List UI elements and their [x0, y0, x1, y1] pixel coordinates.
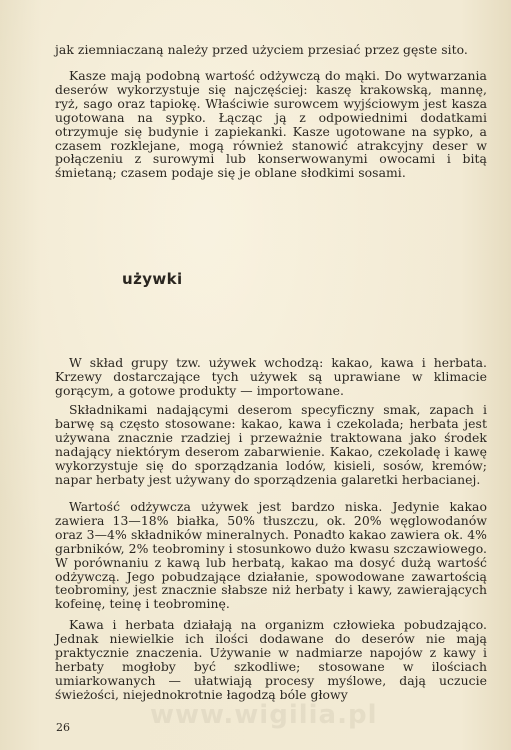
paragraph-text: Kawa i herbata działają na organizm człowieka pobudzająco. Jednak niewielkie ich ilości dodawane do deserów nie mają praktycznie znaczenia. Używanie w nadmiarze napojów z kawy i herbaty mogłoby być szkodliwe; stosowane w ilościach umiarkowanych — ułatwiają procesy myślowe, dają uczucie świeżości, niejednokrotnie łagodzą bóle głowy — [55, 617, 487, 702]
paragraph-kasze — [55, 69, 487, 180]
paragraph-wartosc-odzywcza — [55, 500, 487, 611]
paragraph-text: Wartość odżywcza używek jest bardzo niska. Jedynie kakao zawiera 13—18% białka, 50% tłuszczu, ok. 20% węglowodanów oraz 3—4% składników mineralnych. Ponadto kakao zawiera ok. 4% garbników, 2% teobrominy i stosunkowo dużo kwasu szczawiowego. W porównaniu z kawą lub herbatą, kakao ma dosyć dużą wartość odżywczą. Jego pobudzające działanie, spowodowane zawartością teobrominy, jest znacznie słabsze niż herbaty i kawy, zawierających kofeinę, teinę i teobrominę. — [55, 499, 487, 612]
paragraph-kawa-herbata — [55, 618, 487, 701]
paragraph-skladniki — [55, 403, 487, 486]
page-number: 26 — [56, 721, 70, 734]
section-heading: używki — [122, 270, 183, 288]
paragraph-uzywki-intro — [55, 356, 487, 398]
paragraph-text: Składnikami nadającymi deserom specyficzny smak, zapach i barwę są często stosowane: kakao, kawa i czekolada; herbata jest używana znacznie rzadziej i przeważnie traktowana jako środek nadający niektórym deserom zabarwienie. Kakao, czekoladę i kawę wykorzystuje się do sporządzania lodów, kisieli, sosów, kremów; napar herbaty jest używany do sporządzenia galaretki herbacianej. — [55, 402, 487, 487]
paragraph-text: Kasze mają podobną wartość odżywczą do mąki. Do wytwarzania deserów wykorzystuje się najczęściej: kaszę krakowską, mannę, ryż, sago oraz tapiokę. Właściwie surowcem wyjściowym jest kasza ugotowana na sypko. Łącząc ją z odpowiednimi dodatkami otrzymuje się budynie i zapiekanki. Kasze ugotowane na sypko, a czasem rozklejane, mogą również stanowić atrakcyjny deser w połączeniu z surowymi lub konserwowanymi owocami i bitą śmietaną; czasem podaje się je oblane słodkimi sosami. — [55, 68, 487, 181]
paragraph-continuation — [55, 43, 487, 57]
watermark: www.wigilia.pl — [150, 700, 378, 730]
paragraph-text: jak ziemniaczaną należy przed użyciem przesiać przez gęste sito. — [55, 42, 468, 57]
paragraph-text: W skład grupy tzw. używek wchodzą: kakao, kawa i herbata. Krzewy dostarczające tych używek są uprawiane w klimacie gorącym, a gotowe produkty — importowane. — [55, 355, 487, 398]
